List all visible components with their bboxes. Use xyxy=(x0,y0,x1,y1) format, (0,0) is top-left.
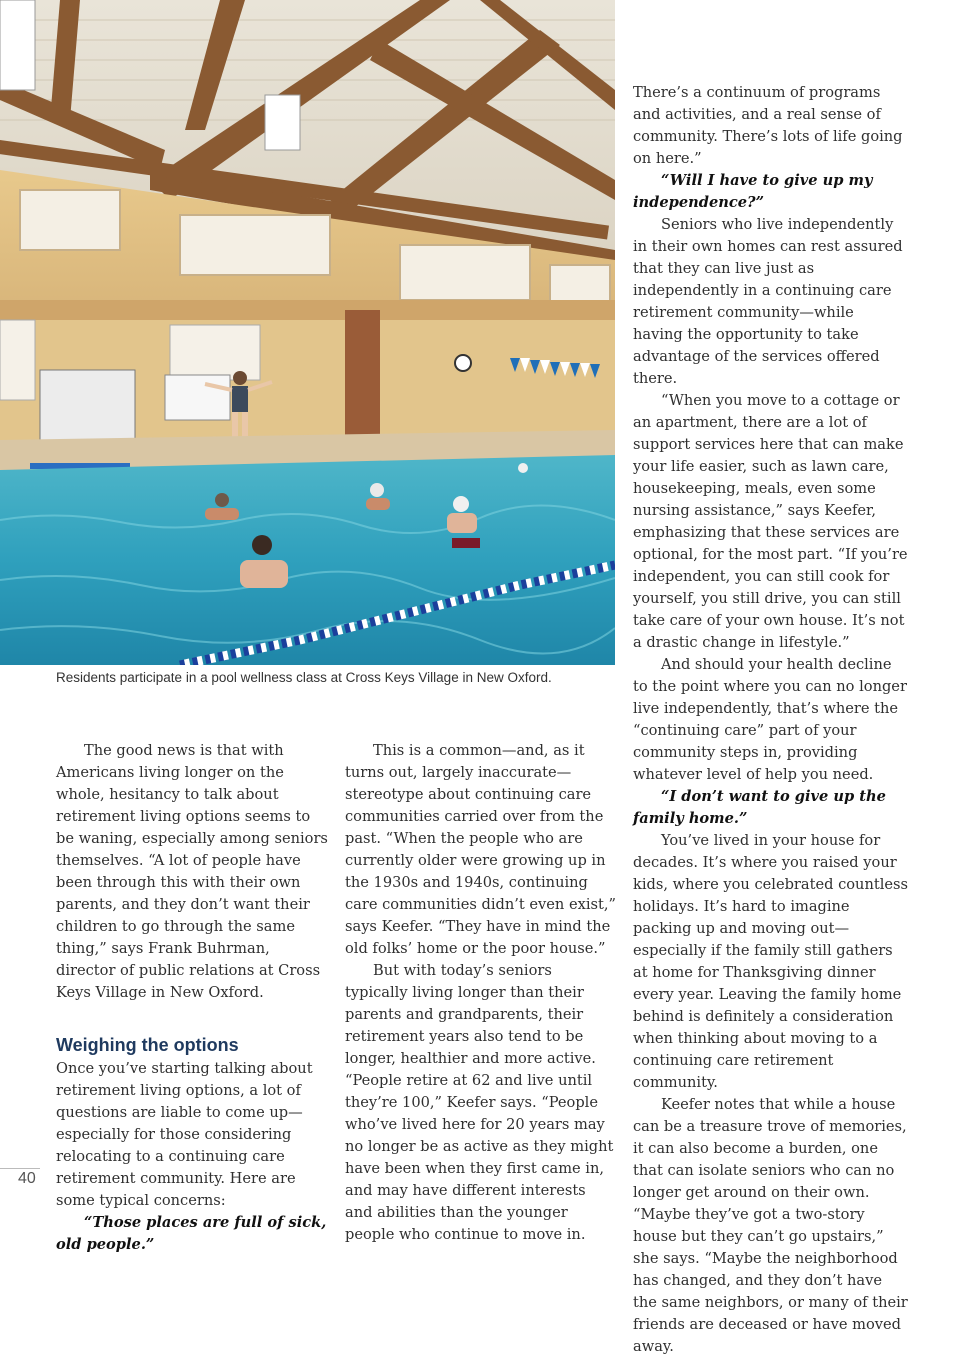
page-number: 40 xyxy=(18,1170,36,1187)
paragraph: Once you’ve starting talking about retirement living options, a lot of questions are liable to come up—especially for those considering relocating to a continuing care retirement community. Here are some typical concerns: xyxy=(56,1060,313,1209)
paragraph: You’ve lived in your house for decades. It’s where you raised your kids, where you celebrated countless holidays. It’s hard to imagine packing up and moving out—especially if the family still gathers at home for Thanksgiving dinner every year. Leaving the family home behind is definitely a consideration when thinking about moving to a continuing care retirement community. xyxy=(633,832,908,1091)
paragraph: There’s a continuum of programs and activities, and a real sense of community. There’s lots of life going on here.” xyxy=(633,84,903,167)
paragraph: And should your health decline to the point where you can no longer live independently, that’s where the “continuing care” part of your community steps in, providing whatever level of help you need. xyxy=(633,656,907,783)
concern-heading: “Those places are full of sick, old people.” xyxy=(56,1214,327,1253)
paragraph: Seniors who live independently in their own homes can rest assured that they can live just as independently in a continuing care retirement community—while having the opportunity to take advantage of the services offered there. xyxy=(633,216,903,387)
concern-heading: “I don’t want to give up the family home.” xyxy=(633,788,886,827)
paragraph: The good news is that with Americans living longer on the whole, hesitancy to talk about retirement living options seems to be waning, especially among seniors themselves. “A lot of people have been through this with their own parents, and they don’t want their children to go through the same thing,” says Frank Buhrman, director of public relations at Cross Keys Village in New Oxford. xyxy=(56,742,328,1001)
pool-photo xyxy=(0,0,615,665)
page-number-rule xyxy=(0,1168,40,1169)
paragraph: This is a common—and, as it turns out, largely inaccurate—stereotype about continuing care communities carried over from the past. “When the people who are currently older were growing up in the 1930s and 1940s, continuing care communities didn’t even exist,” says Keefer. “They have in mind the old folks’ home or the poor house.” xyxy=(345,742,616,957)
paragraph: But with today’s seniors typically living longer than their parents and grandparents, their retirement years also tend to be longer, healthier and more active. “People retire at 62 and live until they’re 100,” Keefer says. “People who’ve lived here for 20 years may no longer be as active as they might have been when they first came in, and may have different interests and abilities than the younger people who continue to move in. xyxy=(345,962,614,1243)
section-heading: Weighing the options xyxy=(56,1035,239,1055)
paragraph: “When you move to a cottage or an apartment, there are a lot of support services here that can make your life easier, such as lawn care, housekeeping, meals, even some nursing assistance,” says Keefer, emphasizing that these services are optional, for the most part. “If you’re independent, you can still cook for yourself, you still drive, you can still take care of your own house. It’s not a drastic change in lifestyle.” xyxy=(633,392,908,651)
concern-heading: “Will I have to give up my independence?” xyxy=(633,172,873,211)
article-column-1 xyxy=(56,740,328,1256)
photo-caption: Residents participate in a pool wellness class at Cross Keys Village in New Oxford. xyxy=(56,670,552,685)
paragraph: Keefer notes that while a house can be a treasure trove of memories, it can also become a burden, one that can isolate seniors who can no longer get around on their own. “Maybe they’ve got a two-story house but they can’t go upstairs,” she says. “Maybe the neighborhood has changed, and they don’t have the same neighbors, or many of their friends are deceased or have moved away. xyxy=(633,1096,908,1355)
article-column-2 xyxy=(345,740,617,1246)
article-column-3 xyxy=(633,82,908,1358)
